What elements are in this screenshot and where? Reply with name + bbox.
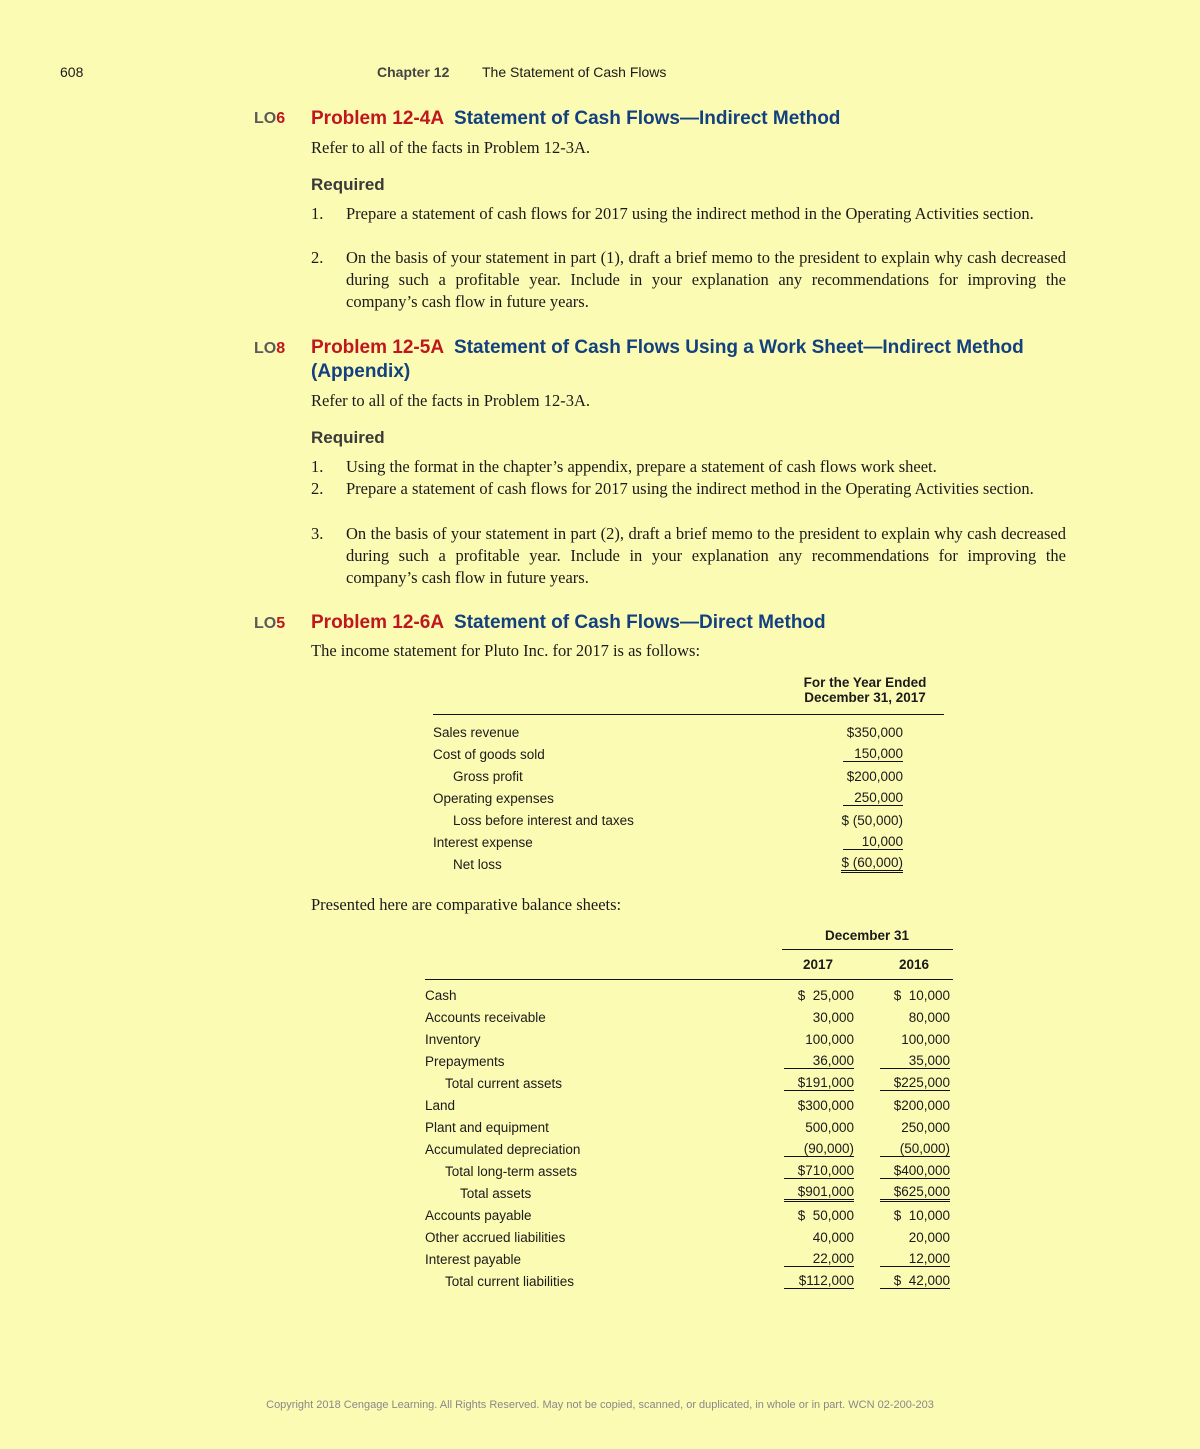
problem-12-4a-intro: Refer to all of the facts in Problem 12-3A. — [311, 138, 591, 157]
list-item: 2. On the basis of your statement in part (1), draft a brief memo to the president to explain why cash decreased during such a profitable year. Include in your explanation any recommendations for improving the company’s cash flow in future years. — [311, 248, 1066, 311]
table-row: Loss before interest and taxes $ (50,000) — [453, 812, 903, 828]
lo-badge-5: LO5 — [254, 615, 286, 632]
table-row: Total long-term assets $710,000 $400,000 — [445, 1163, 950, 1179]
required-heading: Required — [311, 175, 385, 194]
balance-group-head: December 31 — [824, 928, 910, 943]
table-row: Inventory 100,000 100,000 — [425, 1031, 950, 1047]
list-item: 2. Prepare a statement of cash flows for 2017 using the indirect method in the Operating Activities section. — [311, 479, 1034, 498]
table-row: Land $300,000 $200,000 — [425, 1097, 950, 1113]
lo-badge-8: LO8 — [254, 340, 286, 357]
problem-12-5a-intro: Refer to all of the facts in Problem 12-3A. — [311, 391, 591, 410]
balance-header-rule — [425, 979, 953, 980]
required-heading: Required — [311, 428, 385, 447]
table-row: Sales revenue $350,000 — [433, 724, 903, 740]
table-row: Accumulated depreciation (90,000) (50,000) — [425, 1141, 950, 1157]
income-statement-table — [433, 721, 903, 875]
table-row: Prepayments 36,000 35,000 — [425, 1053, 950, 1069]
problem-12-6a-intro: The income statement for Pluto Inc. for 2017 is as follows: — [311, 641, 701, 660]
table-row: Operating expenses 250,000 — [433, 790, 903, 806]
table-row: Total assets $901,000 $625,000 — [460, 1184, 950, 1201]
chapter-label: Chapter 12 — [377, 64, 450, 80]
table-row: Net loss $ (60,000) — [453, 855, 903, 872]
balance-sheet-table — [425, 984, 950, 1292]
table-row: Gross profit $200,000 — [453, 768, 903, 784]
lo-badge-6: LO6 — [254, 110, 286, 127]
table-row: Total current liabilities $112,000 $ 42,000 — [445, 1273, 950, 1289]
problem-12-5a-title: Problem 12-5A Statement of Cash Flows Using a Work Sheet—Indirect Method (Appendix) — [311, 337, 1024, 382]
balance-group-rule — [782, 949, 953, 950]
table-row: Cash $ 25,000 $ 10,000 — [425, 987, 950, 1003]
table-row: Cost of goods sold 150,000 — [433, 746, 903, 762]
income-col-head: For the Year Ended December 31, 2017 — [803, 675, 927, 705]
copyright-footer: Copyright 2018 Cengage Learning. All Rights Reserved. May not be copied, scanned, or duplicated, in whole or in part. WCN 02-200-203 — [266, 1399, 934, 1411]
problem-12-6a-title: Problem 12-6A Statement of Cash Flows—Direct Method — [311, 612, 826, 633]
page-number: 608 — [60, 64, 84, 80]
table-row: Plant and equipment 500,000 250,000 — [425, 1119, 950, 1135]
table-row: Interest expense 10,000 — [433, 834, 903, 850]
table-row: Other accrued liabilities 40,000 20,000 — [425, 1229, 950, 1245]
income-header-rule — [433, 714, 944, 715]
list-item: 1. Using the format in the chapter’s appendix, prepare a statement of cash flows work sheet. — [311, 457, 937, 476]
table-row: Interest payable 22,000 12,000 — [425, 1251, 950, 1267]
col-2017: 2017 — [802, 957, 834, 972]
table-row: Total current assets $191,000 $225,000 — [445, 1075, 950, 1091]
chapter-title: The Statement of Cash Flows — [482, 64, 667, 80]
table-row: Accounts payable $ 50,000 $ 10,000 — [425, 1207, 950, 1223]
list-item: 3. On the basis of your statement in part (2), draft a brief memo to the president to explain why cash decreased during such a profitable year. Include in your explanation any recommendations for improving the company’s cash flow in future years. — [311, 524, 1066, 587]
col-2016: 2016 — [898, 957, 930, 972]
problem-12-4a-title: Problem 12-4A Statement of Cash Flows—Indirect Method — [311, 108, 841, 129]
list-item: 1. Prepare a statement of cash flows for 2017 using the indirect method in the Operating Activities section. — [311, 204, 1034, 223]
table-row: Accounts receivable 30,000 80,000 — [425, 1009, 950, 1025]
balance-intro: Presented here are comparative balance sheets: — [311, 895, 622, 914]
